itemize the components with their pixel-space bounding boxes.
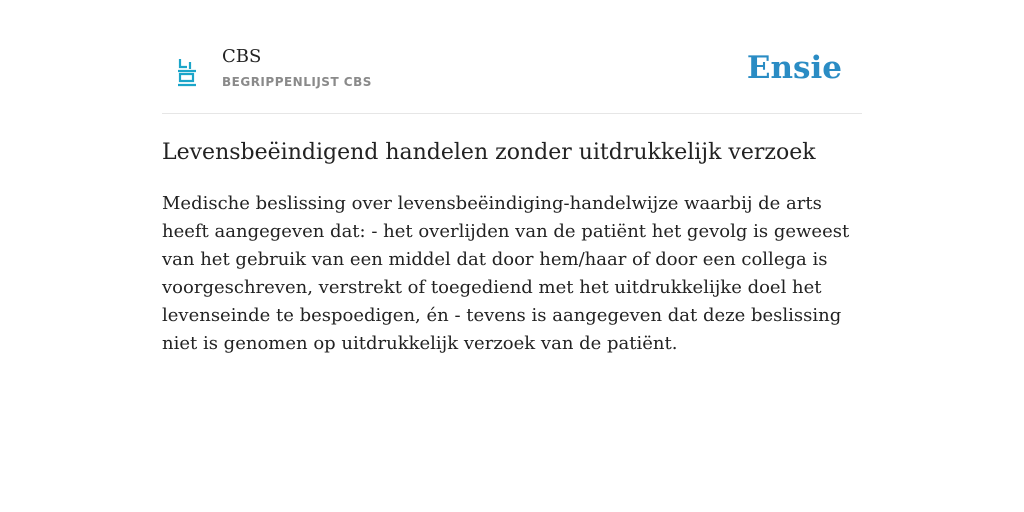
source-subtitle[interactable]: BEGRIPPENLIJST CBS — [222, 75, 372, 89]
source-name[interactable]: CBS — [222, 46, 262, 67]
term-title: Levensbeëindigend handelen zonder uitdrukkelijk verzoek — [162, 140, 816, 165]
cbs-logo-icon — [176, 56, 198, 88]
ensie-logo[interactable]: Ensie — [746, 50, 842, 86]
term-definition: Medische beslissing over levensbeëindiging-handelwijze waarbij de arts heeft aangegeven dat: - het overlijden van de patiënt het gevolg is geweest van het gebruik van een middel dat door hem/haar of door een collega is voorgeschreven, verstrekt of toegediend met het uitdrukkelijke doel het levenseinde te bespoedigen, én - tevens is aangegeven dat deze beslissing niet is genomen op uitdrukkelijk verzoek van de patiënt. — [162, 193, 850, 354]
definition-card — [162, 0, 862, 354]
card-header — [162, 0, 862, 114]
